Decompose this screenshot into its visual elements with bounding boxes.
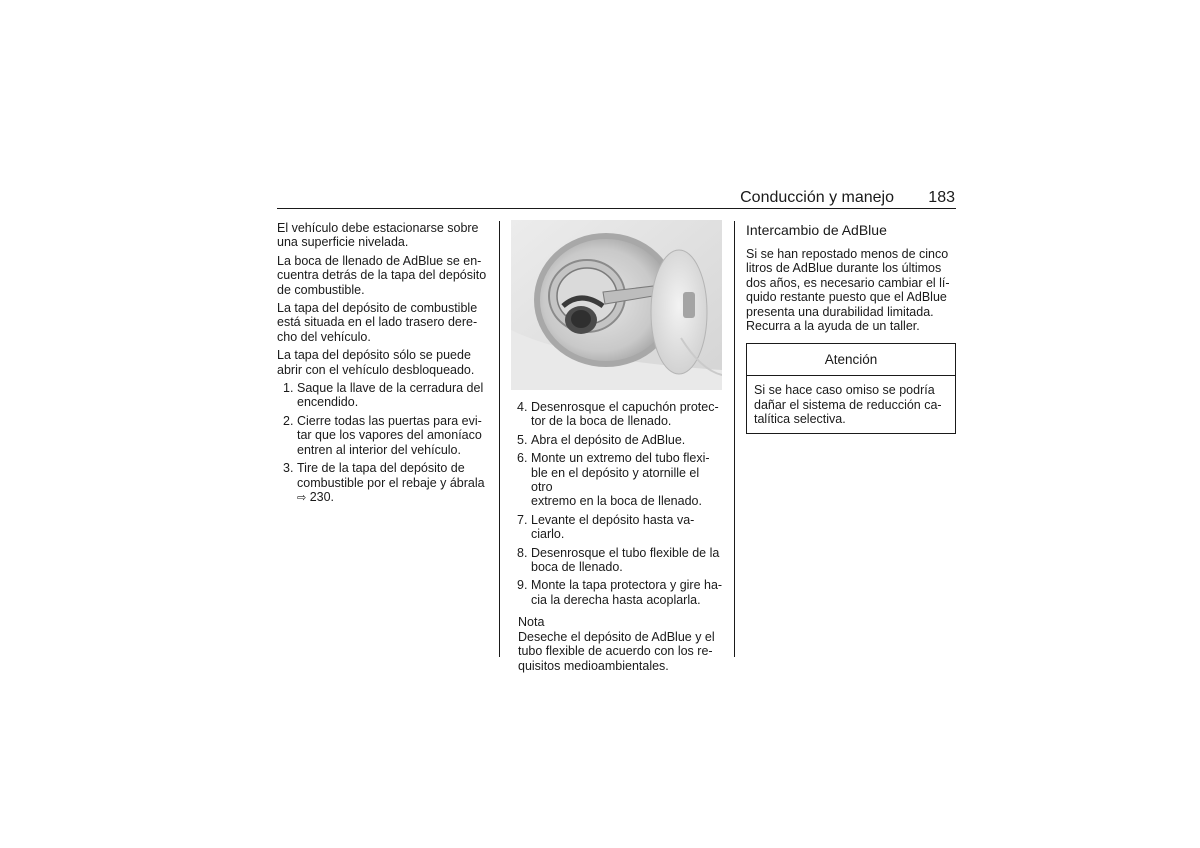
step-number: 6. (517, 451, 528, 466)
note-body: Deseche el depósito de AdBlue y el tubo flexible de acuerdo con los re- quisitos medioambientales. (518, 629, 715, 673)
middle-column (511, 220, 723, 677)
step-item: 1. Saque la llave de la cerradura del encendido. (283, 381, 484, 410)
step-number: 4. (517, 400, 528, 414)
fuel-door-unlock-paragraph: La tapa del depósito sólo se puede abrir con el vehículo desbloqueado. (277, 348, 475, 377)
step-item: 3. Tire de la tapa del depósito de combustible por el rebaje y ábrala ⇨ 230. (283, 461, 485, 504)
right-column (746, 220, 956, 434)
warning-body: Si se hace caso omiso se podría dañar el sistema de reducción ca- talítica selectiva. (754, 383, 942, 427)
page-header (277, 187, 956, 209)
step-item: 6. Monte un extremo del tubo flexi- ble en el depósito y atornille el otro extremo en la boca de llenado. (517, 451, 710, 509)
step-item: 9. Monte la tapa protectora y gire ha- cia la derecha hasta acoplarla. (517, 578, 723, 607)
note-label: Nota (518, 615, 545, 630)
page-reference-icon: ⇨ (297, 491, 307, 504)
warning-box (746, 343, 956, 433)
section-heading: Intercambio de AdBlue (746, 222, 887, 238)
column-divider (734, 221, 735, 657)
step-number: 5. (517, 432, 528, 447)
step-number: 1. (283, 381, 294, 396)
step-number: 2. (283, 413, 294, 428)
column-divider (499, 221, 500, 657)
fuel-door-photo (511, 220, 722, 390)
filler-location-paragraph: La boca de llenado de AdBlue se en- cuentra detrás de la tapa del depósito de combustible. (277, 253, 487, 297)
step-number: 7. (517, 512, 528, 527)
left-column (277, 221, 489, 509)
step-item: 8. Desenrosque el tubo flexible de la boca de llenado. (517, 545, 720, 575)
page-reference[interactable]: 230. (309, 489, 335, 504)
adblue-exchange-paragraph: Si se han repostado menos de cinco litros de AdBlue durante los últimos dos años, es necesario cambiar el lí- quido restante puesto que el AdBlue presenta una durabilidad limitada. Recurra a la ayuda de un taller. (746, 247, 950, 334)
step-list (277, 381, 489, 505)
warning-title: Atención (747, 344, 955, 376)
step-item: 4. Desenrosque el capuchón protec- tor de la boca de llenado. (517, 400, 719, 429)
step-item: 7. Levante el depósito hasta va- ciarlo. (517, 512, 695, 542)
step-number: 3. (283, 461, 294, 476)
step-number: 8. (517, 545, 528, 560)
section-title: Conducción y manejo (740, 189, 894, 206)
step-number: 9. (517, 578, 528, 593)
fuel-door-location-paragraph: La tapa del depósito de combustible está situada en el lado trasero dere- cho del vehículo. (277, 301, 478, 344)
step-list (511, 400, 723, 607)
step-item: 2. Cierre todas las puertas para evi- tar que los vapores del amoníaco entren al interior del vehículo. (283, 413, 482, 457)
intro-paragraph: El vehículo debe estacionarse sobre una superficie nivelada. (277, 221, 479, 250)
page-number: 183 (928, 189, 955, 206)
step-item: 5. Abra el depósito de AdBlue. (517, 432, 686, 447)
